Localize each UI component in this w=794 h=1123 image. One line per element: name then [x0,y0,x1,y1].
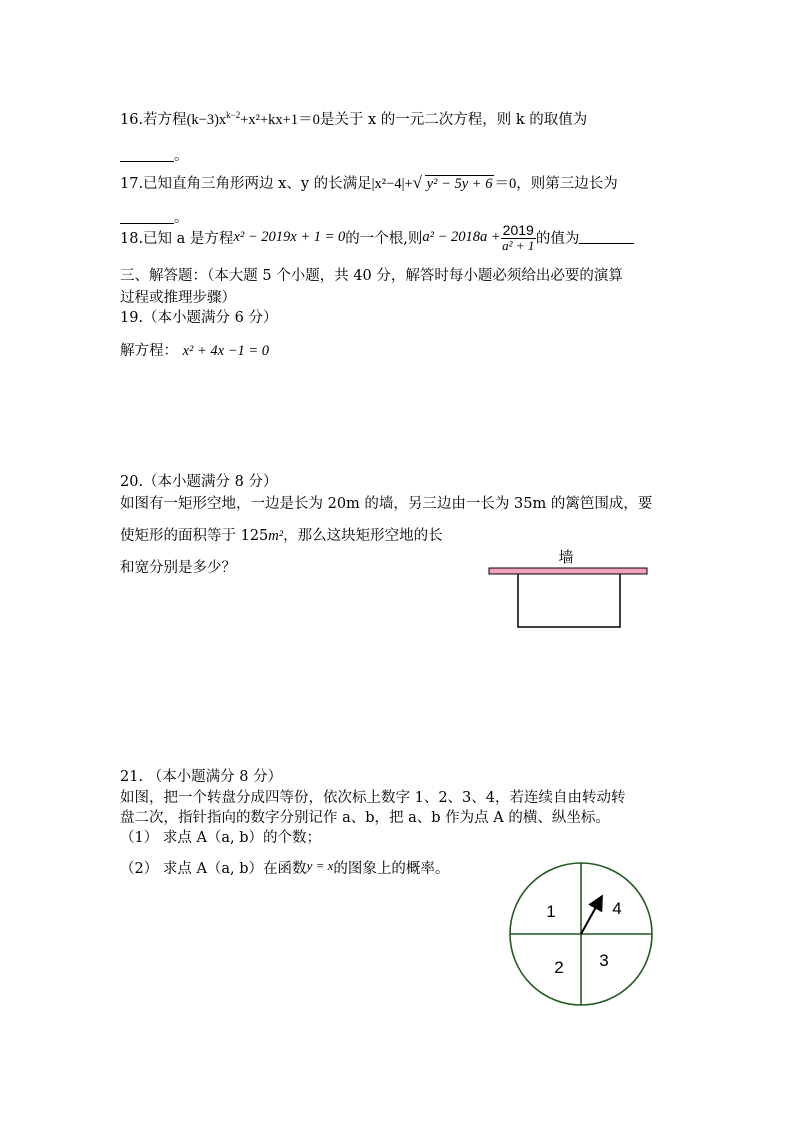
q18-suffix: 的值为 [535,231,580,248]
q16-equation: $(k-3)x^{k-2}+x^2+kx+1=0$ [186,110,320,128]
sector-label-2: 2 [554,958,564,977]
q17-prefix: 17.已知直角三角形两边 x、y 的长满足 [120,176,372,192]
q20-line1: 如图有一矩形空地，一边是长为 20m 的墙，另三边由一长为 35m 的篱笆围成，要 [120,496,653,512]
section-3-heading-cont: 过程或推理步骤） [120,290,236,306]
wall-rect [489,568,647,574]
q18-equation: x² − 2019x + 1 = 0 [233,229,346,246]
q20-line2 [120,524,443,545]
q17-eq: ＝0 [494,176,517,192]
q19-label: 解方程： [120,343,178,359]
q16-answer-line [120,144,189,165]
spinner-figure [505,860,657,1012]
q17-abs: |x²−4|+ [371,176,413,192]
q18-prefix: 18.已知 a 是方程 [120,231,234,248]
q21-function: y = x [306,858,334,873]
q20-header: 20.（本小题满分 8 分） [120,474,278,490]
q17-end: 。 [174,210,189,226]
sector-label-1: 1 [546,902,556,921]
q17-suffix: ，则第三边长为 [516,176,618,192]
q19-problem [120,339,269,360]
sector-label-4: 4 [612,899,622,918]
q18-blank[interactable] [579,231,634,244]
q19-equation: x² + 4x −1 = 0 [182,343,270,359]
section-3-heading: 三、解答题：（本大题 5 个小题，共 40 分，解答时每小题必须给出必要的演算 [120,268,623,284]
question-18 [120,223,634,252]
question-16 [120,108,587,129]
q21-line1: 如图，把一个转盘分成四等份，依次标上数字 1、2、3、4，若连续自由转动转 [120,790,626,806]
q21-part2b: 的图象上的概率。 [333,861,450,877]
q21-part1: （1） 求点 A（a, b）的个数； [120,830,322,846]
q18-expression: a² − 2018a + [422,229,501,246]
q16-end: 。 [174,148,189,164]
q18-fraction: $\frac{2019}{\text{a² + 1}}$ [502,222,535,253]
q21-header: 21. （本小题满分 8 分） [120,769,283,785]
q17-sqrt: √ y² − 5y + 6 [412,173,493,192]
q20-line3: 和宽分别是多少？ [120,560,236,576]
q21-line2: 盘二次，指针指向的数字分别记作 a、b，把 a、b 作为点 A 的横、纵坐标。 [120,810,610,826]
q20-line2a: 使矩形的面积等于 125 [120,528,269,544]
q21-part2a: （2） 求点 A（a, b）在函数 [120,861,307,877]
wall-label: 墙 [558,549,574,566]
q16-prefix: 16.若方程 [120,112,187,128]
q20-line2b: ，那么这块矩形空地的长 [283,528,443,544]
q16-blank[interactable] [120,149,174,162]
fence-outline [518,574,620,627]
q16-suffix: 是关于 x 的一元二次方程，则 k 的取值为 [319,112,588,128]
question-17 [120,172,618,193]
q20-figure [480,540,660,640]
q20-unit: m² [268,528,284,544]
q18-mid: 的一个根,则 [345,231,423,248]
q21-part2 [120,857,449,878]
q19-header: 19.（本小题满分 6 分） [120,310,278,326]
sector-label-3: 3 [599,951,609,970]
